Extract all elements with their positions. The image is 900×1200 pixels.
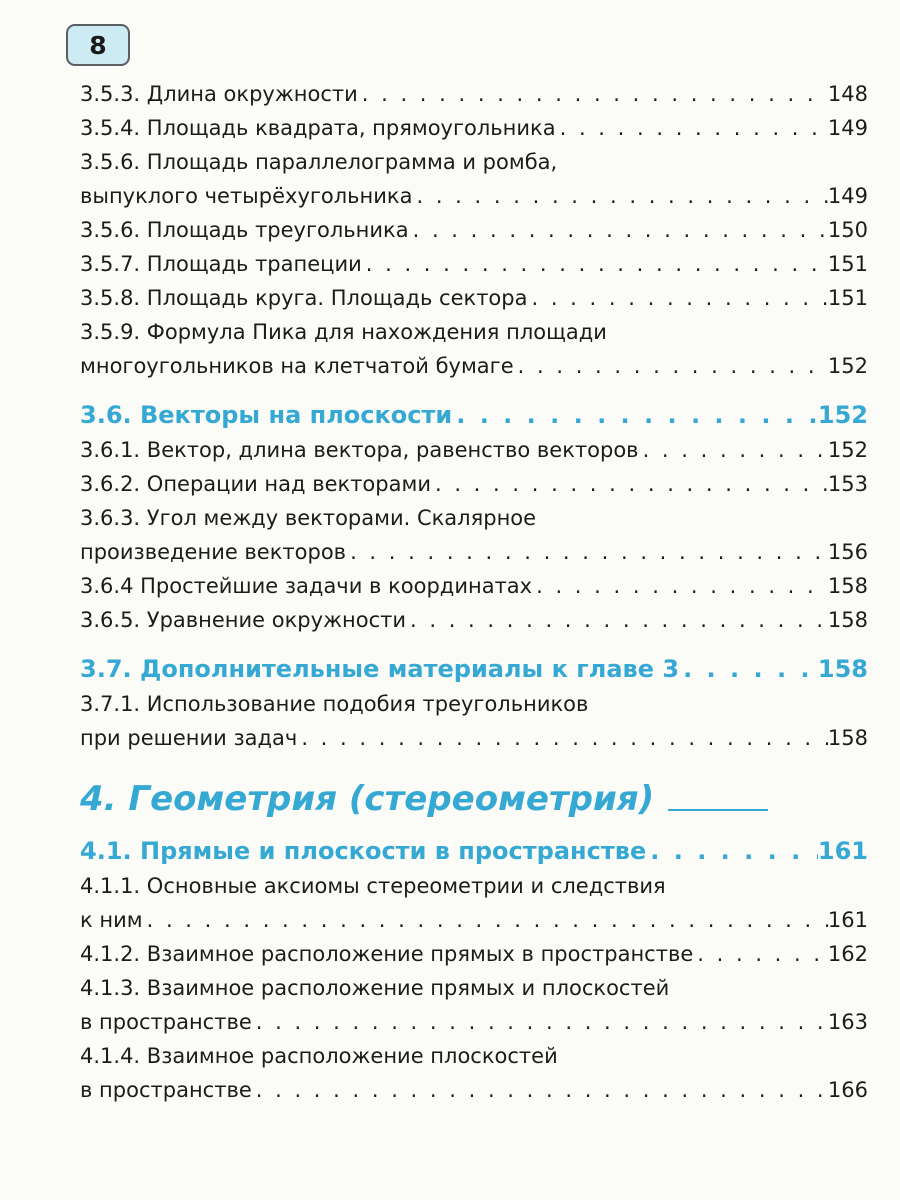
toc-entry-title: 3.5.8. Площадь круга. Площадь сектора — [80, 286, 528, 310]
toc-page-number: 152 — [817, 401, 868, 429]
toc-entry-title: выпуклого четырёхугольника — [80, 184, 413, 208]
toc-entry[interactable] — [80, 603, 868, 637]
toc-entry[interactable] — [80, 937, 868, 971]
dot-leader — [556, 111, 828, 145]
dot-leader — [252, 1005, 828, 1039]
toc-entry-title: 3.6.1. Вектор, длина вектора, равенство векторов — [80, 438, 639, 462]
toc-entry-title: произведение векторов — [80, 540, 347, 564]
toc-section[interactable] — [80, 397, 868, 433]
toc-page-number: 150 — [827, 218, 868, 242]
toc-page-number: 162 — [827, 942, 868, 966]
dot-leader — [514, 349, 828, 383]
dot-leader — [409, 213, 828, 247]
toc-entry-title: многоугольников на клетчатой бумаге — [80, 354, 514, 378]
dot-leader — [693, 937, 828, 971]
toc-entry[interactable] — [80, 501, 868, 569]
table-of-contents — [80, 77, 868, 1107]
dot-leader — [297, 721, 828, 755]
toc-page-number: 158 — [817, 655, 868, 683]
toc-page-number: 156 — [827, 540, 868, 564]
toc-entry[interactable] — [80, 971, 868, 1039]
dot-leader — [406, 603, 828, 637]
toc-page-number: 161 — [817, 837, 868, 865]
toc-page-number: 153 — [827, 472, 868, 496]
dot-leader — [362, 247, 828, 281]
toc-page-number: 163 — [827, 1010, 868, 1034]
toc-entry-title: 3.5.3. Длина окружности — [80, 82, 358, 106]
toc-entry[interactable] — [80, 315, 868, 383]
toc-entry-title: 3.6. Векторы на плоскости — [80, 401, 453, 429]
dot-leader — [639, 433, 828, 467]
toc-entry[interactable] — [80, 569, 868, 603]
toc-entry-title: 4.1. Прямые и плоскости в пространстве — [80, 837, 647, 865]
toc-entry-title: 3.6.4 Простейшие задачи в координатах — [80, 574, 533, 598]
page-number-badge: 8 — [66, 24, 130, 66]
toc-page-number: 166 — [827, 1078, 868, 1102]
toc-entry-title-line: 4.1.3. Взаимное расположение прямых и плоскостей — [80, 976, 670, 1000]
dot-leader — [431, 467, 828, 501]
toc-section[interactable] — [80, 833, 868, 869]
chapter-underline — [668, 809, 768, 811]
dot-leader — [646, 833, 818, 869]
chapter-title: 4. Геометрия (стереометрия) — [80, 779, 655, 819]
dot-leader — [358, 77, 828, 111]
toc-entry-title: при решении задач — [80, 726, 298, 750]
toc-entry-title: в пространстве — [80, 1010, 252, 1034]
toc-entry[interactable] — [80, 433, 868, 467]
toc-page-number: 151 — [827, 286, 868, 310]
dot-leader — [252, 1073, 828, 1107]
toc-page-number: 158 — [827, 574, 868, 598]
toc-entry-title: 4.1.2. Взаимное расположение прямых в пространстве — [80, 942, 694, 966]
toc-page-number: 152 — [827, 354, 868, 378]
toc-entry-title: 3.5.7. Площадь трапеции — [80, 252, 362, 276]
toc-entry[interactable] — [80, 145, 868, 213]
toc-entry[interactable] — [80, 77, 868, 111]
toc-entry-title: 3.6.2. Операции над векторами — [80, 472, 431, 496]
toc-page-number: 152 — [827, 438, 868, 462]
dot-leader — [412, 179, 827, 213]
toc-entry-title-line: 3.7.1. Использование подобия треугольников — [80, 692, 589, 716]
dot-leader — [346, 535, 828, 569]
toc-page-number: 158 — [827, 608, 868, 632]
toc-entry-title: к ним — [80, 908, 143, 932]
toc-entry-title: 3.7. Дополнительные материалы к главе 3 — [80, 655, 680, 683]
toc-entry-title-line: 3.5.9. Формула Пика для нахождения площади — [80, 320, 607, 344]
dot-leader — [527, 281, 827, 315]
toc-page-number: 161 — [827, 908, 868, 932]
toc-entry-title-line: 4.1.4. Взаимное расположение плоскостей — [80, 1044, 558, 1068]
toc-entry[interactable] — [80, 869, 868, 937]
dot-leader — [143, 903, 828, 937]
toc-entry-title: 3.5.4. Площадь квадрата, прямоугольника — [80, 116, 556, 140]
toc-page-number: 149 — [827, 184, 868, 208]
toc-section[interactable] — [80, 651, 868, 687]
toc-page-number: 149 — [827, 116, 868, 140]
toc-page-number: 158 — [827, 726, 868, 750]
chapter-heading — [80, 775, 868, 823]
toc-entry-title-line: 3.5.6. Площадь параллелограмма и ромба, — [80, 150, 558, 174]
toc-entry-title: 3.6.5. Уравнение окружности — [80, 608, 406, 632]
toc-entry-title: в пространстве — [80, 1078, 252, 1102]
dot-leader — [532, 569, 828, 603]
toc-page-number: 151 — [827, 252, 868, 276]
toc-entry[interactable] — [80, 687, 868, 755]
toc-entry[interactable] — [80, 281, 868, 315]
toc-entry[interactable] — [80, 467, 868, 501]
toc-entry-title-line: 4.1.1. Основные аксиомы стереометрии и следствия — [80, 874, 666, 898]
toc-entry[interactable] — [80, 213, 868, 247]
dot-leader — [679, 651, 818, 687]
dot-leader — [452, 397, 818, 433]
toc-entry-title-line: 3.6.3. Угол между векторами. Скалярное — [80, 506, 537, 530]
toc-page-number: 148 — [827, 82, 868, 106]
toc-entry[interactable] — [80, 111, 868, 145]
toc-entry[interactable] — [80, 247, 868, 281]
toc-entry-title: 3.5.6. Площадь треугольника — [80, 218, 409, 242]
toc-entry[interactable] — [80, 1039, 868, 1107]
